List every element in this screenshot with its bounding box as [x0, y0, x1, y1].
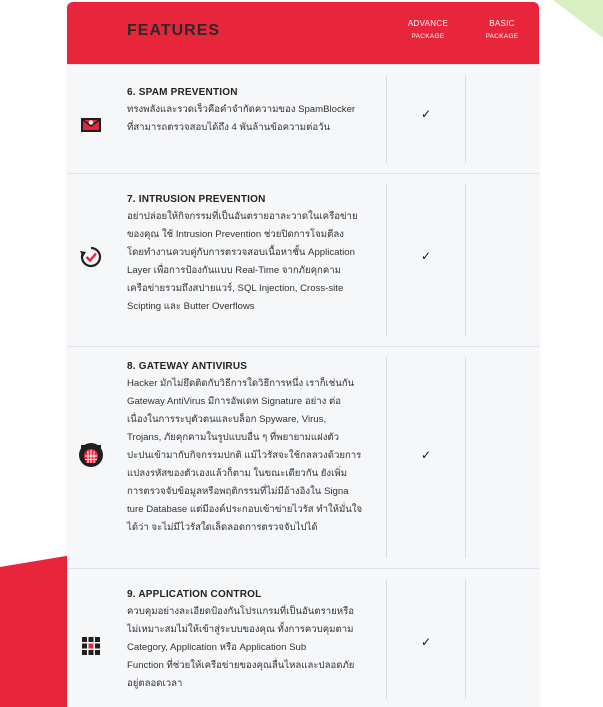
feature-description: Hacker มักไม่ยึดติดกับวิธีการใดวิธีการหนึ่ง เราก็เช่นกัน Gateway AntiVirus มีการอัพเดท Signature อย่าง ต่อ เนื่องในการระบุตัวตนและบล็อก Spyware, Virus, Trojans, ภัยคุกคามในรูปแบบอื่น ๆ ที่พยายามแฝงตัว ปะปนเข้ามากับกิจกรรมปกติ แม้ไวรัสจะใช้กลลวงด้วยการ แปลงรหัสของตัวเองแล้วก็ตาม ในขณะเดียวกัน ยังเพิ่ม การตรวจจับข้อมูลหรือพฤติกรรมที่ไม่มีอ้างอิงใน Signa ture Database แต่มีองค์ประกอบเข้าข่ายไวรัส ทำให้มั่นใจ ได้ว่า จะไม่มีไวรัสใดเล็ดลอดการตรวจจับไปได้ — [127, 378, 363, 533]
feature-heading: 7. INTRUSION PREVENTION — [127, 194, 266, 205]
gateway-antivirus-icon — [78, 442, 104, 468]
intrusion-prevention-icon — [80, 246, 102, 268]
feature-heading: 9. APPLICATION CONTROL — [127, 589, 262, 600]
basic-package-column-header: BASIC PACKAGE — [485, 19, 519, 40]
feature-row-spam-prevention — [67, 64, 539, 173]
feature-row-intrusion-prevention — [67, 173, 539, 346]
table-header — [67, 2, 539, 64]
feature-row-gateway-antivirus — [67, 346, 539, 568]
feature-heading: 6. SPAM PREVENTION — [127, 87, 238, 98]
advance-check-mark: ✓ — [421, 249, 432, 263]
features-title: FEATURES — [127, 22, 221, 39]
feature-description: ควบคุมอย่างละเอียดป้องกันโปรแกรมที่เป็นอันตรายหรือ ไม่เหมาะสมไม่ให้เข้าสู่ระบบของคุณ ทั้งการควบคุมตาม Category, Application หรือ Application Sub Function ที่ช่วยให้เครือข่ายของคุณลื่นไหลและปลอดภัย อยู่ตลอดเวลา — [127, 606, 355, 689]
feature-heading: 8. GATEWAY ANTIVIRUS — [127, 361, 248, 372]
spam-prevention-icon — [80, 114, 102, 136]
application-control-icon — [80, 635, 102, 657]
feature-description: อย่าปล่อยให้กิจกรรมที่เป็นอันตรายอาละวาดในเครือข่าย ของคุณ ใช้ Intrusion Prevention ช่วยปิดการโจมตีลง โดยทำงานควบคู่กับการตรวจสอบเนื้อหาชั้น Application Layer เพื่อการป้องกันแบบ Real-Time จากภัยคุกคาม เครือข่ายรวมถึงสปายแวร์, SQL Injection, Cross-site Scipting และ Butter Overflows — [127, 211, 358, 312]
feature-row-application-control — [67, 568, 539, 707]
features-table — [67, 2, 539, 707]
advance-check-mark: ✓ — [421, 107, 432, 121]
feature-description: ทรงพลังและรวดเร็วคือคำจำกัดความของ SpamBlocker ที่สามารถตรวจสอบได้ถึง 4 พันล้านข้อความต่อวัน — [127, 104, 356, 133]
advance-package-column-header: ADVANCE PACKAGE — [407, 19, 449, 40]
advance-check-mark: ✓ — [421, 448, 432, 462]
advance-check-mark: ✓ — [421, 635, 432, 649]
